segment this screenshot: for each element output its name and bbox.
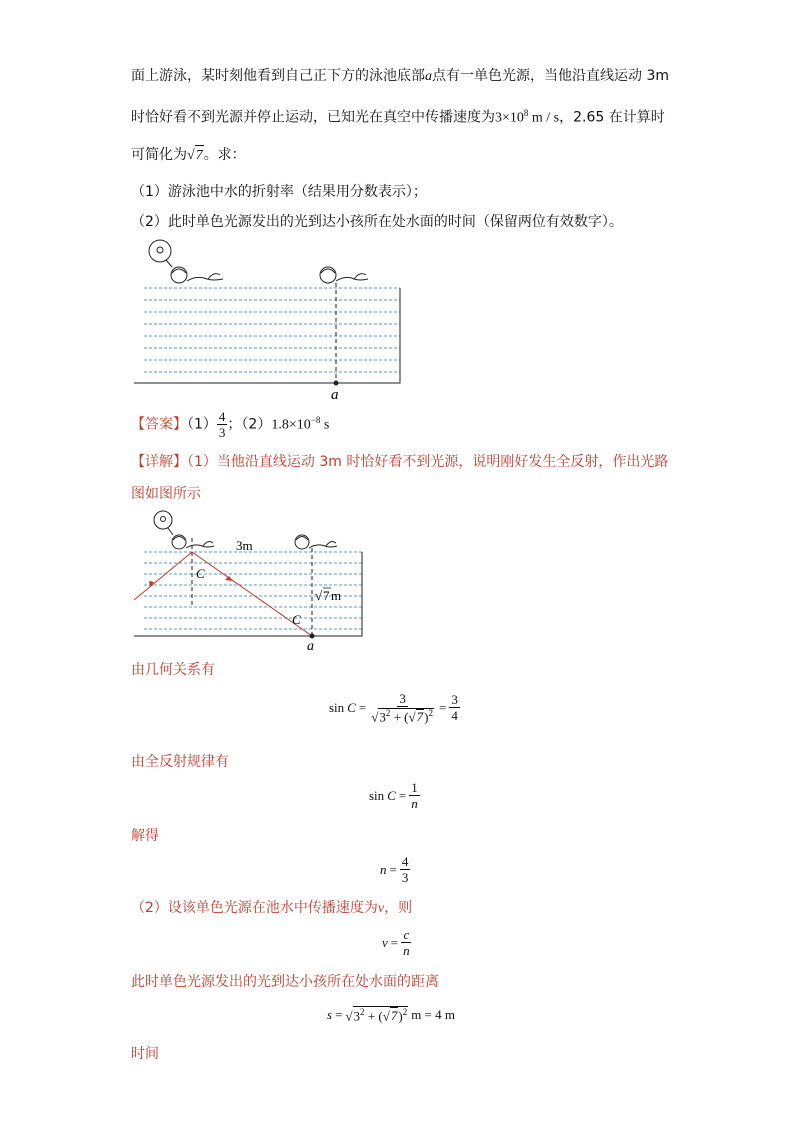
eq1-rhs-num: 3 (451, 692, 458, 708)
eq1-var: C (347, 699, 356, 715)
answer-part2-unit: s (320, 417, 330, 433)
problem-line-2-text: 时恰好看不到光源并停止运动，已知光在真空中传播速度为 (131, 109, 495, 126)
eq5-tail: m = 4 m (411, 1007, 455, 1023)
pool-walls (134, 288, 400, 383)
sqrt-radicand: 7 (195, 145, 204, 166)
sqrt-symbol-2: √ (315, 588, 323, 603)
eq5-equals: = (335, 1007, 343, 1023)
answer-part2-value: 1.8×10 (271, 417, 311, 433)
eq1-rhs-den: 4 (451, 708, 458, 724)
eq1-equals-2: = (438, 699, 447, 715)
location-pin-icon-2 (154, 511, 173, 535)
question-1: （1）游泳池中水的折射率（结果用分数表示）； (131, 184, 427, 200)
eq3-fraction (400, 855, 411, 884)
part2-tail: ，则 (384, 900, 413, 916)
eq3-num: 4 (401, 854, 409, 869)
eq1-num: 3 (399, 691, 406, 706)
eq1-fraction (369, 692, 436, 723)
eq4-var: v (382, 934, 388, 950)
light-speed-unit: m / s (528, 110, 560, 126)
swimmer-right-icon-2 (295, 535, 337, 549)
eq5-var: s (327, 1007, 333, 1023)
part2-text: （2）设该单色光源在池水中传播速度为 (131, 900, 378, 916)
pool-figure-1 (130, 237, 410, 402)
answer-part2-exponent: −8 (310, 415, 321, 425)
step-distance: 此时单色光源发出的光到达小孩所在处水面的距离 (131, 974, 439, 990)
equation-4 (382, 928, 412, 957)
eq1-sin: sin (329, 699, 345, 715)
answer-fraction-den: 3 (218, 425, 226, 441)
water-lines (144, 288, 400, 372)
equation-2 (369, 781, 420, 810)
label-a-2: a (307, 639, 314, 653)
answer-tag: 【答案】 (131, 416, 187, 433)
eq4-equals: = (390, 934, 399, 950)
light-ray (134, 552, 312, 636)
eq2-num: 1 (411, 780, 418, 795)
light-speed: 3×10 (495, 110, 524, 126)
eq4-fraction (401, 928, 412, 957)
eq4-den: n (403, 943, 410, 958)
eq2-sin: sin (369, 787, 385, 803)
problem-line-2-tail: ，2.65 在计算时 (559, 109, 665, 126)
eq3-den: 3 (401, 870, 409, 885)
problem-line-2 (131, 103, 665, 129)
eq2-den: n (411, 796, 418, 811)
eq5-sqrt: $√3^2 + (√7)^2$ (345, 1007, 408, 1024)
step-solve: 解得 (131, 828, 159, 844)
problem-line-3-tail: 。求： (203, 147, 246, 163)
problem-line-1-tail: 点有一单色光源，当他沿直线运动 3m (432, 68, 669, 84)
swimmer-left-icon-2 (172, 535, 214, 549)
label-a: a (331, 387, 339, 402)
ray-arrow-1 (225, 576, 233, 581)
label-3m: 3m (236, 538, 253, 553)
equation-3 (380, 855, 410, 884)
eq1-equals: = (358, 699, 367, 715)
answer-fraction (217, 410, 228, 439)
part2-var: v (377, 901, 385, 916)
label-C2: C (292, 612, 301, 627)
label-sqrt7m (315, 588, 341, 603)
question-2: （2）此时单色光源发出的光到达小孩所在处水面的时间（保留两位有效数字）。 (131, 214, 623, 230)
eq3-equals: = (389, 861, 397, 877)
eq3-var: n (380, 861, 387, 877)
equation-5 (327, 1006, 455, 1024)
eq2-fraction (409, 781, 420, 810)
swimmer-left-icon (171, 267, 223, 283)
var-a: a (425, 69, 432, 84)
pool-figure-2 (130, 508, 370, 653)
point-a-dot (334, 381, 339, 386)
answer-separator: ；（2） (227, 416, 272, 433)
equation-1 (329, 692, 460, 723)
detail-line-1-text: （1）当他沿直线运动 3m 时恰好看不到光源，说明刚好发生全反射，作出光路 (187, 454, 669, 470)
answer-part1-label: （1） (187, 416, 217, 433)
eq2-equals: = (398, 787, 407, 803)
location-pin-icon (149, 240, 172, 267)
detail-line-1 (131, 452, 668, 472)
problem-line-1-text: 面上游泳，某时刻他看到自己正下方的泳池底部 (131, 68, 425, 84)
sqrt-radicand-2: 7 (323, 588, 330, 603)
answer-fraction-num: 4 (218, 409, 226, 425)
light-speed-exponent: 8 (523, 108, 529, 118)
detail-line-2: 图如图所示 (131, 486, 201, 502)
answer-line (131, 410, 329, 439)
problem-line-1 (131, 66, 669, 87)
step-part2 (131, 898, 412, 919)
step-time: 时间 (131, 1046, 159, 1062)
eq1-rhs-fraction (449, 693, 460, 722)
label-C1: C (196, 566, 205, 581)
problem-line-3-text: 可简化为 (131, 147, 187, 163)
detail-tag: 【详解】 (131, 454, 187, 470)
sqrt-unit: m (331, 588, 342, 603)
eq1-den: $√3^2 + (√7)^2$ (371, 708, 433, 725)
eq4-num: c (403, 927, 410, 942)
problem-line-3 (131, 145, 246, 166)
point-a-dot-2 (310, 634, 315, 639)
step-law: 由全反射规律有 (131, 754, 229, 770)
step-geometry: 由几何关系有 (131, 662, 215, 678)
swimmer-right-icon (320, 267, 368, 283)
sqrt-symbol: √ (187, 148, 195, 163)
eq2-var: C (387, 787, 396, 803)
